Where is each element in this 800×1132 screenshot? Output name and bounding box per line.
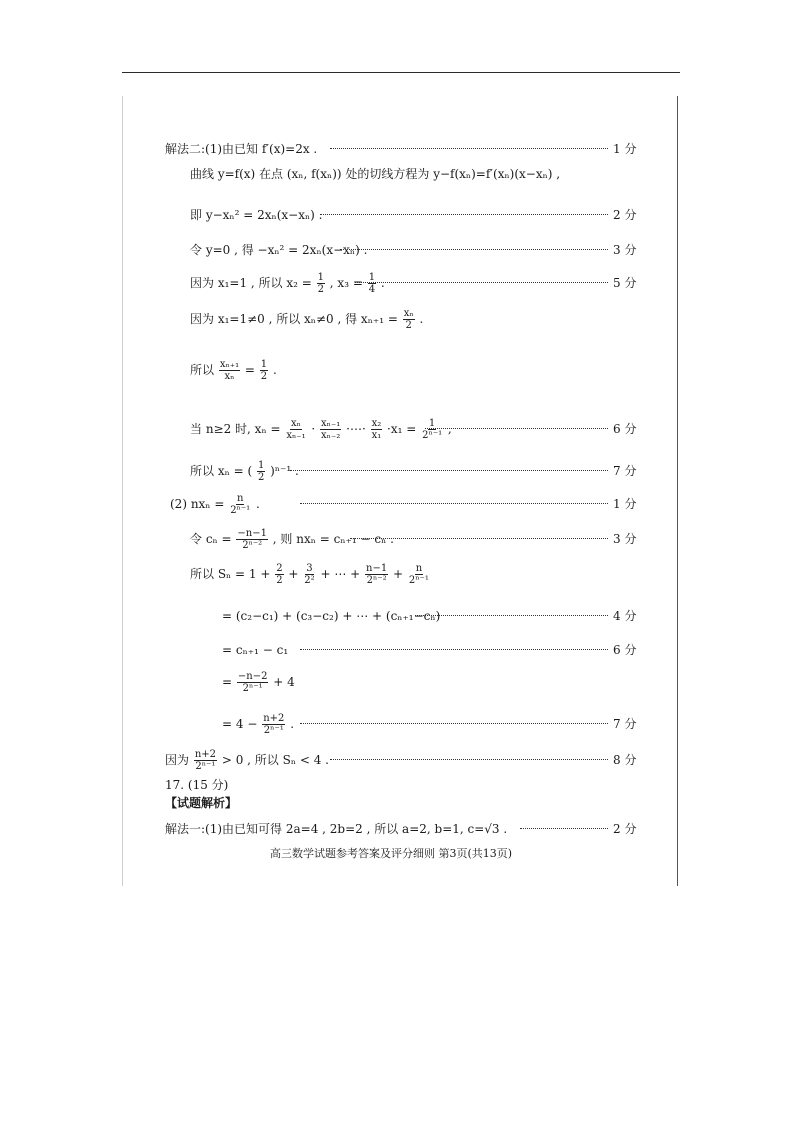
fraction-numerator: xₙ bbox=[290, 418, 301, 429]
solution-text: 解法二:(1)由已知 f′(x)=2x . bbox=[165, 142, 318, 156]
solution-line bbox=[0, 307, 640, 331]
fraction-numerator: xₙ₊₁ bbox=[219, 359, 240, 370]
fraction-numerator: 1 bbox=[368, 272, 376, 283]
fraction-denominator: xₙ₋₂ bbox=[321, 430, 341, 441]
fraction-denominator: 2 bbox=[257, 472, 265, 483]
fraction-numerator: n+2 bbox=[263, 713, 285, 724]
math-text: . bbox=[252, 497, 260, 511]
math-text: ·x₁ = bbox=[383, 422, 421, 436]
fraction-numerator: xₙ₋₁ bbox=[321, 418, 341, 429]
solution-line bbox=[0, 670, 640, 694]
score-points: 4 分 bbox=[613, 609, 637, 623]
fraction-numerator: x₂ bbox=[371, 418, 382, 429]
fraction-denominator: 2ⁿ⁻² bbox=[366, 575, 387, 586]
math-text: , x₃ = bbox=[325, 276, 367, 290]
solution-text bbox=[190, 562, 431, 586]
right-margin-rule bbox=[677, 96, 678, 886]
math-text: . bbox=[269, 363, 277, 377]
math-text: = 4 − bbox=[222, 717, 262, 731]
math-text: 因为 x₁=1≠0 , 所以 xₙ≠0 , 得 xₙ₊₁ = bbox=[190, 312, 402, 326]
dotted-leader bbox=[355, 282, 608, 283]
page-footer: 高三数学试题参考答案及评分细则 第3页(共13页) bbox=[270, 847, 513, 860]
fraction bbox=[260, 359, 268, 382]
solution-text bbox=[165, 748, 329, 772]
math-text: 所以 xₙ = ( bbox=[190, 464, 256, 478]
dotted-leader bbox=[425, 428, 608, 429]
math-text: , 则 nxₙ = cₙ₊₁ − cₙ . bbox=[268, 532, 394, 546]
solution-text: = (c₂−c₁) + (c₃−c₂) + ⋯ + (cₙ₊₁−cₙ) bbox=[222, 609, 441, 623]
math-text: + bbox=[389, 567, 407, 581]
dotted-leader bbox=[330, 148, 608, 149]
fraction bbox=[303, 563, 315, 586]
fraction bbox=[285, 418, 306, 441]
solution-line bbox=[0, 527, 640, 551]
math-text: 所以 Sₙ = 1 + bbox=[190, 567, 275, 581]
math-text: 因为 bbox=[165, 753, 193, 767]
fraction-denominator: 2 bbox=[405, 320, 412, 331]
fraction-denominator: 2ⁿ⁻² bbox=[242, 540, 263, 551]
fraction-denominator: 2 bbox=[276, 575, 283, 586]
solution-text: 解法一:(1)由已知可得 2a=4 , 2b=2 , 所以 a=2, b=1, c=√3 . bbox=[165, 822, 508, 836]
fraction bbox=[421, 418, 443, 441]
fraction bbox=[371, 418, 383, 441]
fraction-numerator: −n−1 bbox=[237, 528, 267, 539]
fraction-numerator: 1 bbox=[317, 272, 324, 283]
solution-line bbox=[0, 417, 640, 441]
solution-text bbox=[222, 712, 294, 736]
solution-text bbox=[190, 358, 277, 382]
math-text: > 0 , 所以 Sₙ < 4 . bbox=[218, 753, 329, 767]
fraction-numerator: n bbox=[415, 563, 423, 574]
math-text: + bbox=[284, 567, 303, 581]
fraction-numerator: −n−2 bbox=[237, 671, 268, 682]
dotted-leader bbox=[340, 249, 608, 250]
fraction-denominator: 2 bbox=[260, 371, 268, 382]
score-points: 5 分 bbox=[613, 276, 637, 290]
dotted-leader bbox=[300, 649, 608, 650]
math-text: (2) nxₙ = bbox=[170, 497, 229, 511]
solution-line bbox=[0, 162, 640, 186]
fraction-numerator: 1 bbox=[260, 359, 268, 370]
solution-line bbox=[0, 817, 640, 841]
solution-line bbox=[0, 137, 640, 161]
math-text: . bbox=[377, 276, 385, 290]
fraction bbox=[403, 308, 415, 331]
solution-line bbox=[0, 203, 640, 227]
score-points: 8 分 bbox=[613, 753, 637, 767]
score-points: 6 分 bbox=[613, 643, 637, 657]
fraction-denominator: 2 bbox=[317, 284, 324, 295]
solution-text: 17. (15 分) bbox=[165, 778, 229, 792]
math-text: 当 n≥2 时, xₙ = bbox=[190, 422, 285, 436]
math-text: 所以 bbox=[190, 363, 218, 377]
solution-line bbox=[0, 638, 640, 662]
fraction bbox=[320, 418, 341, 441]
solution-line bbox=[0, 459, 640, 483]
fraction-numerator: 3 bbox=[306, 563, 313, 574]
fraction bbox=[229, 493, 251, 516]
fraction bbox=[368, 272, 376, 295]
solution-line bbox=[0, 562, 640, 586]
score-points: 1 分 bbox=[613, 142, 637, 156]
fraction bbox=[317, 272, 325, 295]
solution-line bbox=[0, 492, 640, 516]
solution-line bbox=[0, 791, 640, 815]
fraction-denominator: 2ⁿ⁻¹ bbox=[195, 761, 216, 772]
solution-line bbox=[0, 604, 640, 628]
fraction-numerator: 2 bbox=[276, 563, 283, 574]
fraction bbox=[275, 563, 283, 586]
math-text: )ⁿ⁻¹ . bbox=[266, 464, 299, 478]
fraction-numerator: n−1 bbox=[366, 563, 388, 574]
solution-line bbox=[0, 712, 640, 736]
fraction-numerator: xₙ bbox=[403, 308, 414, 319]
solution-text: 即 y−xₙ² = 2xₙ(x−xₙ) . bbox=[190, 208, 323, 222]
fraction bbox=[257, 460, 265, 483]
fraction-denominator: 2ⁿ⁻¹ bbox=[230, 505, 251, 516]
math-text: ·⋯· bbox=[342, 422, 370, 436]
score-points: 3 分 bbox=[613, 243, 637, 257]
solution-line bbox=[0, 358, 640, 382]
fraction-denominator: xₙ bbox=[224, 371, 235, 382]
fraction bbox=[237, 671, 269, 694]
score-points: 2 分 bbox=[613, 822, 637, 836]
solution-text bbox=[190, 417, 452, 441]
fraction-denominator: 2ⁿ⁻¹ bbox=[263, 725, 284, 736]
dotted-leader bbox=[330, 759, 608, 760]
math-text: . bbox=[415, 312, 424, 326]
math-text: · bbox=[307, 422, 320, 436]
score-points: 7 分 bbox=[613, 717, 637, 731]
fraction bbox=[262, 713, 285, 736]
solution-line bbox=[0, 238, 640, 262]
solution-line bbox=[0, 271, 640, 295]
fraction-denominator: xₙ₋₁ bbox=[286, 430, 306, 441]
fraction bbox=[408, 563, 430, 586]
score-points: 3 分 bbox=[613, 532, 637, 546]
fraction bbox=[219, 359, 240, 382]
dotted-leader bbox=[320, 214, 608, 215]
solution-text bbox=[190, 307, 423, 331]
math-text: + 4 bbox=[269, 675, 295, 689]
math-text: 令 cₙ = bbox=[190, 532, 236, 546]
math-text: , bbox=[444, 422, 452, 436]
dotted-leader bbox=[290, 470, 608, 471]
fraction-numerator: 1 bbox=[428, 418, 436, 429]
fraction bbox=[365, 563, 388, 586]
dotted-leader bbox=[415, 615, 608, 616]
fraction-denominator: 2ⁿ⁻¹ bbox=[408, 575, 429, 586]
solution-text: = cₙ₊₁ − c₁ bbox=[222, 643, 289, 657]
fraction-numerator: n bbox=[236, 493, 244, 504]
math-text: 因为 x₁=1 , 所以 x₂ = bbox=[190, 276, 316, 290]
fraction-denominator: 2ⁿ⁻¹ bbox=[242, 683, 263, 694]
solution-line bbox=[0, 748, 640, 772]
solution-text bbox=[190, 459, 299, 483]
solution-text: 令 y=0 , 得 −xₙ² = 2xₙ(x−xₙ) . bbox=[190, 243, 368, 257]
fraction-numerator: 1 bbox=[257, 460, 265, 471]
solution-text bbox=[222, 670, 295, 694]
math-text: . bbox=[286, 717, 295, 731]
score-points: 6 分 bbox=[613, 422, 637, 436]
top-rule bbox=[122, 72, 680, 73]
fraction bbox=[194, 749, 217, 772]
solution-text bbox=[190, 527, 394, 551]
dotted-leader bbox=[300, 503, 608, 504]
math-text: = bbox=[222, 675, 236, 689]
math-text: + ⋯ + bbox=[316, 567, 365, 581]
solution-text bbox=[190, 271, 385, 295]
fraction-denominator: 4 bbox=[368, 284, 376, 295]
solution-text: 曲线 y=f(x) 在点 (xₙ, f(xₙ)) 处的切线方程为 y−f(xₙ)=f′(xₙ)(x−xₙ) , bbox=[190, 167, 561, 181]
fraction-denominator: 2ⁿ⁻¹ bbox=[422, 430, 443, 441]
dotted-leader bbox=[350, 538, 608, 539]
score-points: 7 分 bbox=[613, 464, 637, 478]
fraction bbox=[236, 528, 268, 551]
solution-text: 【试题解析】 bbox=[165, 796, 238, 810]
solution-text bbox=[170, 492, 260, 516]
fraction-denominator: 2² bbox=[304, 575, 315, 586]
math-text: = bbox=[241, 363, 259, 377]
dotted-leader bbox=[520, 828, 608, 829]
dotted-leader bbox=[300, 723, 608, 724]
score-points: 1 分 bbox=[613, 497, 637, 511]
fraction-numerator: n+2 bbox=[194, 749, 217, 760]
score-points: 2 分 bbox=[613, 208, 637, 222]
fraction-denominator: x₁ bbox=[371, 430, 382, 441]
